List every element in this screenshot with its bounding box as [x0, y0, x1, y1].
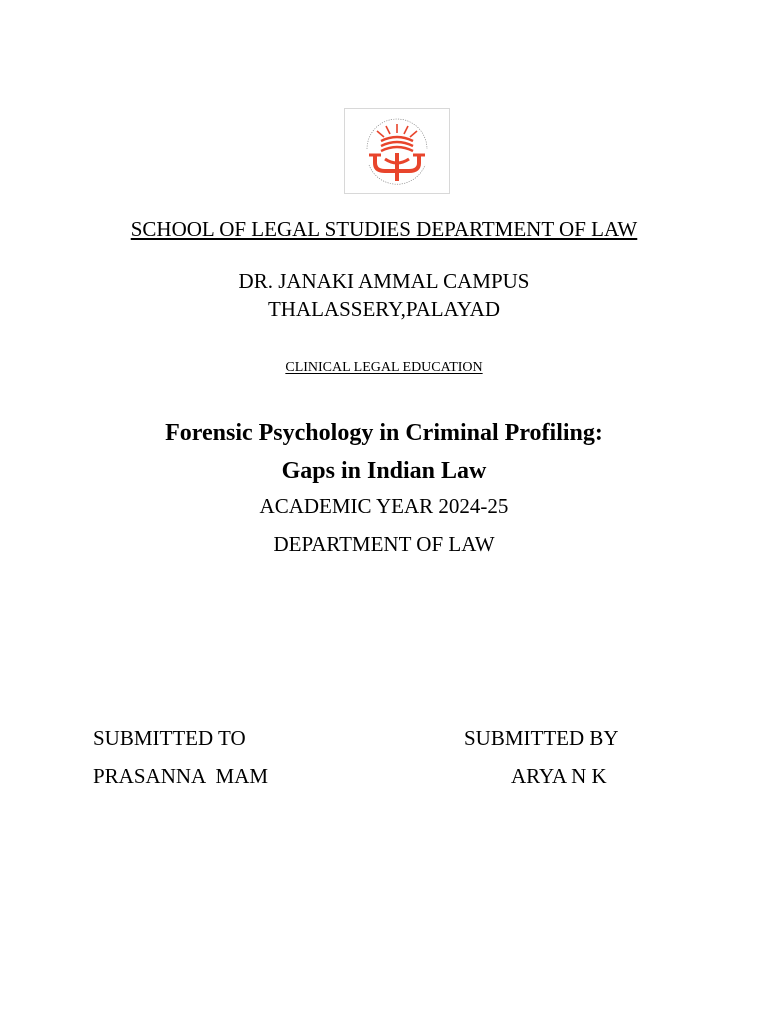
- campus-name: DR. JANAKI AMMAL CAMPUS: [238, 269, 530, 293]
- university-logo-icon: [345, 109, 449, 193]
- department-name: DEPARTMENT OF LAW: [273, 532, 495, 556]
- course-title: [0, 359, 768, 377]
- submitted-by-name: ARYA N K: [511, 764, 607, 788]
- school-heading-text: SCHOOL OF LEGAL STUDIES DEPARTMENT OF LAW: [130, 217, 638, 241]
- campus-location: THALASSERY,PALAYAD: [267, 297, 501, 321]
- project-title-line-2: Gaps in Indian Law: [281, 458, 487, 484]
- academic-year: ACADEMIC YEAR 2024-25: [259, 494, 509, 518]
- course-title-text: CLINICAL LEGAL EDUCATION: [285, 360, 483, 375]
- submitted-to-label: SUBMITTED TO: [93, 726, 246, 750]
- school-heading: [0, 216, 768, 242]
- submitted-to-name: PRASANNA MAM: [93, 764, 269, 788]
- project-title-line-1: Forensic Psychology in Criminal Profiling:: [165, 420, 603, 446]
- submitted-by-label: SUBMITTED BY: [464, 726, 619, 750]
